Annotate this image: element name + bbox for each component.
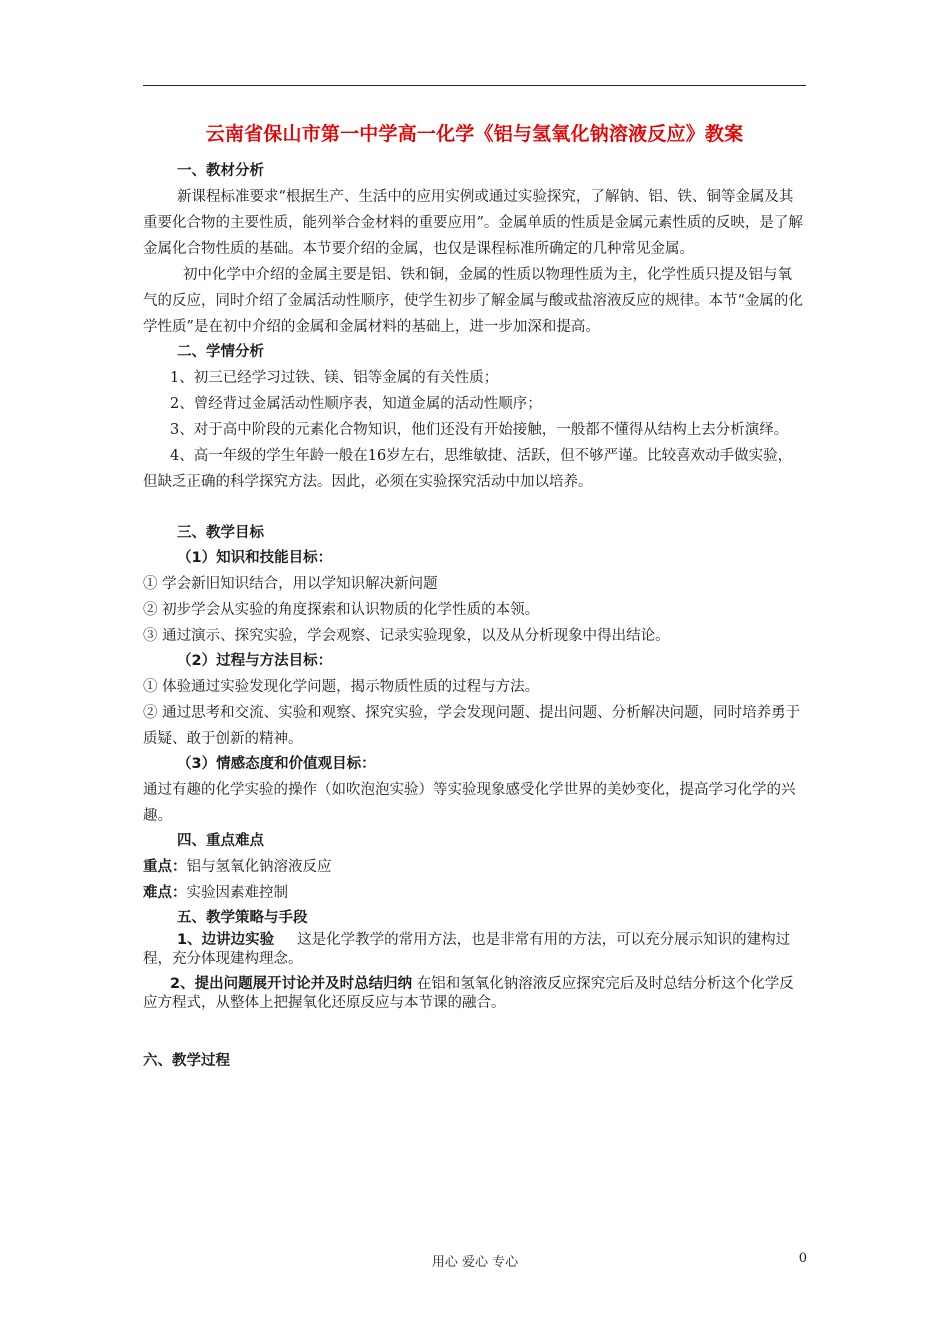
subheading-knowledge: （1）知识和技能目标：: [177, 550, 333, 566]
list-item: 4、高一年级的学生年龄一般在16岁左右，思维敏捷、活跃，但不够严谨。比较喜欢动手做实验，但缺乏正确的科学探究方法。因此，必须在实验探究活动中加以培养。: [143, 448, 793, 490]
strategy-item-label: 1、边讲边实验: [177, 932, 275, 948]
list-item: 2、曾经背过金属活动性顺序表，知道金属的活动性顺序；: [170, 396, 542, 412]
paragraph: 初中化学中介绍的金属主要是铝、铁和铜，金属的性质以物理性质为主，化学性质只提及铝与氧气的反应，同时介绍了金属活动性顺序，使学生初步了解金属与酸或盐溶液反应的规律。本节“金属的化学性质”是在初中介绍的金属和金属材料的基础上，进一步加深和提高。: [143, 267, 803, 335]
list-item: ② 通过思考和交流、实验和观察、探究实验，学会发现问题、提出问题、分析解决问题，同时培养勇于质疑、敢于创新的精神。: [143, 705, 801, 747]
key-point-label: 重点：: [143, 859, 187, 875]
key-point: [143, 854, 806, 880]
list-item: ① 学会新旧知识结合，用以学知识解决新问题: [143, 576, 438, 592]
strategy-item-label: 2、提出问题展开讨论并及时总结归纳: [170, 976, 413, 992]
difficult-point-label: 难点：: [143, 885, 187, 901]
list-item: ② 初步学会从实验的角度探索和认识物质的化学性质的本领。: [143, 602, 540, 618]
difficult-point: [143, 880, 806, 906]
footer-motto: 用心 爱心 专心: [431, 1255, 519, 1270]
section-heading-students: 二、学情分析: [177, 344, 264, 360]
section-heading-key-points: 四、重点难点: [177, 833, 264, 849]
section-heading-process: 六、教学过程: [143, 1053, 230, 1069]
strategy-item-text: 在铝和氢氧化钠溶液反应探究完后及时总结分析这个化学反应方程式，从整体上把握氧化还原反应与本节课的融合。: [143, 976, 794, 1011]
document-title: 云南省保山市第一中学高一化学《铝与氢氧化钠溶液反应》教案: [205, 123, 744, 145]
paragraph: 新课程标准要求“根据生产、生活中的应用实例或通过实验探究，了解钠、铝、铁、铜等金属及其重要化合物的主要性质，能列举合金材料的重要应用”。金属单质的性质是金属元素性质的反映，是了解金属化合物性质的基础。本节要介绍的金属，也仅是课程标准所确定的几种常见金属。: [143, 189, 803, 257]
subheading-attitude: （3）情感态度和价值观目标：: [177, 756, 376, 772]
list-item: ③ 通过演示、探究实验，学会观察、记录实验现象，以及从分析现象中得出结论。: [143, 628, 670, 644]
header-rule: [143, 85, 806, 86]
paragraph: 通过有趣的化学实验的操作（如吹泡泡实验）等实验现象感受化学世界的美妙变化，提高学习化学的兴趣。: [143, 782, 796, 824]
list-item: ① 体验通过实验发现化学问题，揭示物质性质的过程与方法。: [143, 679, 540, 695]
subheading-process: （2）过程与方法目标：: [177, 653, 333, 669]
document-body: [143, 120, 806, 1074]
key-point-text: 铝与氢氧化钠溶液反应: [186, 859, 332, 875]
list-item: 3、对于高中阶段的元素化合物知识，他们还没有开始接触，一般都不懂得从结构上去分析演绎。: [170, 422, 789, 438]
section-heading-materials: 一、教材分析: [177, 163, 264, 179]
strategy-item: [143, 975, 806, 1013]
difficult-point-text: 实验因素难控制: [186, 885, 288, 901]
strategy-item-text: 这是化学教学的常用方法，也是非常有用的方法，可以充分展示知识的建构过程，充分体现建构理念。: [143, 932, 791, 967]
strategy-item: [143, 931, 806, 969]
section-heading-strategy: 五、教学策略与手段: [177, 910, 308, 926]
page-number: 0: [798, 1251, 807, 1266]
list-item: 1、初三已经学习过铁、镁、铝等金属的有关性质；: [170, 370, 499, 386]
section-heading-objectives: 三、教学目标: [177, 525, 264, 541]
